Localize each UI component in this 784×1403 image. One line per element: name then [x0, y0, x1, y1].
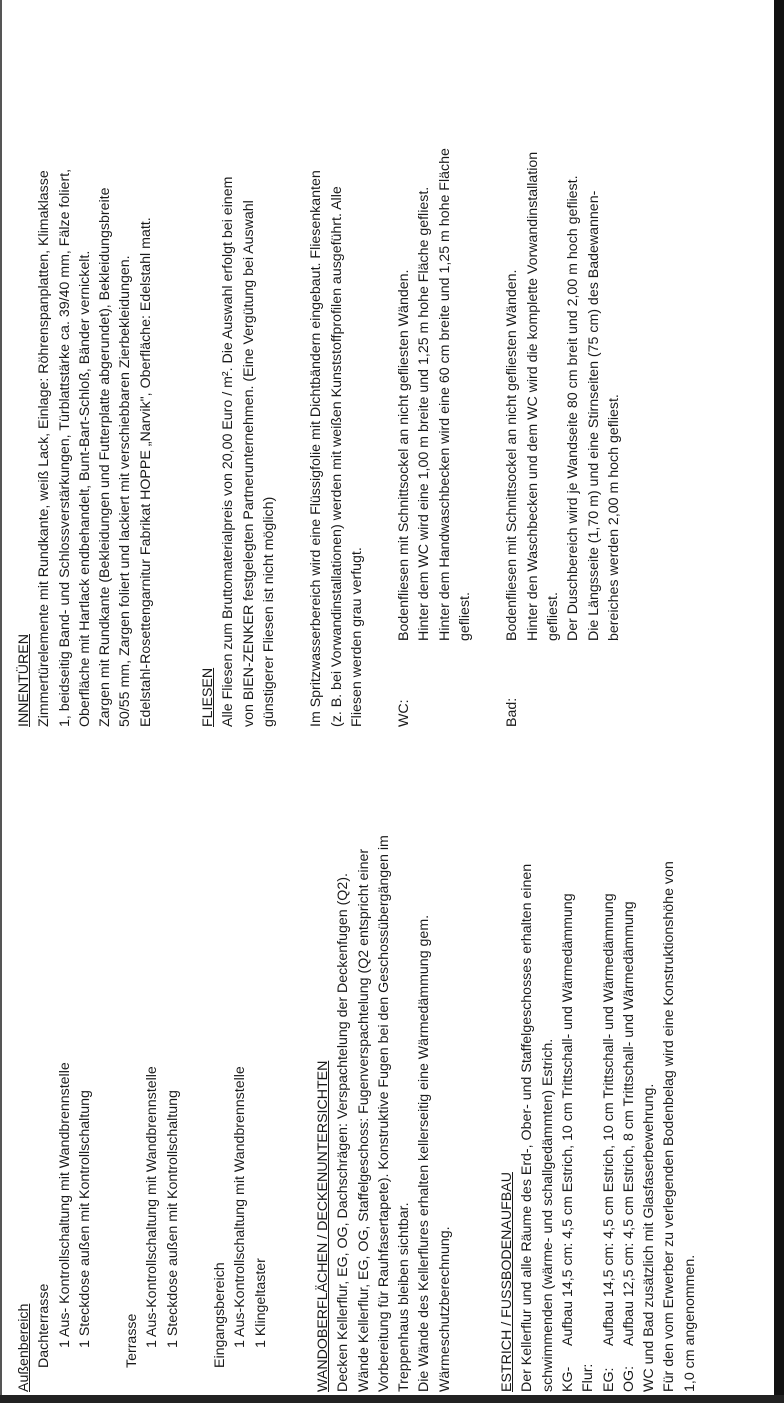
- wc-line: Hinter dem Handwaschbecken wird eine 60 cm breite und 1,25 m hohe Fläche: [436, 148, 453, 641]
- innen-line: Zimmertürelemente mit Rundkante, weiß Lack, Einlage: Röhrenspanplatten, Klimaklasse: [36, 170, 53, 727]
- wand-line: Vorbereitung für Rauhfasertapete). Konstruktive Fugen bei den Geschossübergängen im: [375, 835, 392, 1392]
- wc-section: [394, 27, 475, 727]
- innen-line: Oberfläche mit Hartlack endbehandelt, Bunt-Bart-Schloß, Bänder vernickelt.: [76, 250, 93, 727]
- terrasse-item: 1 Steckdose außen mit Kontrollschaltung: [164, 1090, 181, 1348]
- estrich-intro-line: Der Kellerflur und alle Räume des Erd-, Ober- und Staffelgeschosses erhalten einen: [519, 863, 536, 1392]
- estrich-row-label: EG:: [600, 1367, 617, 1392]
- estrich-outro-line: Für den vom Erwerber zu verlegenden Bodenbelag wird eine Konstruktionshöhe von: [661, 861, 678, 1392]
- eingang-item: 1 Aus-Kontrollschaltung mit Wandbrennstelle: [232, 1066, 249, 1348]
- bad-line: bereiches werden 2,00 m hoch gefliest.: [605, 394, 622, 641]
- innentueren-heading: INNENTÜREN: [16, 633, 32, 727]
- estrich-heading: ESTRICH / FUSSBODENAUFBAU: [499, 1172, 516, 1392]
- estrich-row-label: KG-Flur:: [559, 1363, 597, 1392]
- bad-section: [502, 27, 624, 727]
- bad-label: Bad:: [504, 697, 521, 727]
- terrasse-title: Terrasse: [124, 1313, 141, 1368]
- fliesen-line: von BIEN-ZENKER festgelegten Partnerunternehmen. (Eine Vergütung bei Auswahl: [240, 200, 257, 727]
- wand-line: Wärmeschutzberechnung.: [436, 1226, 453, 1392]
- estrich-row: [558, 832, 599, 1392]
- innen-line: Zargen mit Rundkante (Bekleidungen und Futterplatte abgerundet), Bekleidungsbreite: [97, 187, 114, 727]
- scan-edge-bottom: [0, 1395, 784, 1403]
- wc-line: Bodenfliesen mit Schnittsockel an nicht gefliesten Wänden.: [396, 269, 413, 641]
- dachterrasse-item: 1 Steckdose außen mit Kontrollschaltung: [76, 1090, 93, 1348]
- dachterrasse-item: 1 Aus- Kontrollschaltung mit Wandbrennstelle: [56, 1062, 73, 1348]
- estrich-intro-line: schwimmenden (wärme- und schallgedämmten) Estrich.: [539, 1038, 556, 1392]
- estrich-outro-line: 1,0 cm angenommen.: [681, 1254, 698, 1392]
- estrich-row-text: Aufbau 14,5 cm: 4,5 cm Estrich, 10 cm Trittschall- und Wärmedämmung: [600, 893, 617, 1346]
- left-column: [14, 832, 700, 1392]
- estrich-row: [599, 832, 619, 1392]
- rotated-document-page: [14, 12, 774, 1392]
- fliesen-line: günstigerer Fliesen ist nicht möglich): [260, 496, 277, 727]
- bad-line: Der Duschbereich wird je Wandseite 80 cm breit und 2,00 m hoch gefliest.: [565, 175, 582, 641]
- terrasse-item: 1 Aus-Kontrollschaltung mit Wandbrennstelle: [144, 1066, 161, 1348]
- wandoberflaechen-heading: WANDOBERFLÄCHEN / DECKENUNTERSICHTEN: [314, 1060, 331, 1392]
- fliesen-heading: FLIESEN: [200, 667, 217, 727]
- scan-edge-right: [774, 0, 784, 1403]
- estrich-outro-line: WC und Bad zusätzlich mit Glasfaserbewehrung.: [641, 1083, 658, 1392]
- estrich-row-label: OG:: [620, 1365, 637, 1392]
- wand-line: Treppenhaus bleiben sichtbar.: [396, 1202, 413, 1392]
- wand-line: Wände Kellerflur, EG, OG, Staffelgeschoss: Fugenverspachtelung (Q2 entspricht einer: [355, 848, 372, 1392]
- dachterrasse-title: Dachterrasse: [36, 1283, 53, 1368]
- bad-line: Hinter den Waschbecken und dem WC wird die komplette Vorwandinstallation: [524, 151, 541, 641]
- scan-edge-left: [0, 0, 2, 1403]
- estrich-row-text: Aufbau 12,5 cm: 4,5 cm Estrich, 8 cm Trittschall- und Wärmedämmung: [620, 901, 637, 1346]
- bad-line: Bodenfliesen mit Schnittsockel an nicht gefliesten Wänden.: [504, 269, 521, 641]
- eingang-title: Eingangsbereich: [212, 1262, 229, 1368]
- wc-line: gefliest.: [457, 592, 474, 641]
- right-column: [14, 27, 624, 727]
- bad-line: gefliest.: [544, 592, 561, 641]
- wand-line: Decken Kellerflur, EG, OG, Dachschrägen: Verspachtelung der Deckenfugen (Q2).: [335, 873, 352, 1392]
- wc-line: Hinter dem WC wird eine 1,00 m breite und 1,25 m hohe Fläche gefliest.: [416, 186, 433, 641]
- spritzwasser-line: Im Spritzwasserbereich wird eine Flüssigfolie mit Dichtbändern eingebaut. Fliesenkanten: [308, 170, 325, 727]
- spritzwasser-line: Fliesen werden grau verfugt.: [348, 547, 365, 727]
- aussenbereich-heading: Außenbereich: [16, 1303, 32, 1392]
- estrich-row-text: Aufbau 14,5 cm: 4,5 cm Estrich, 10 cm Trittschall- und Wärmedämmung: [559, 893, 576, 1346]
- fliesen-line: Alle Fliesen zum Bruttomaterialpreis von 20,00 Euro / m². Die Auswahl erfolgt bei einem: [220, 176, 237, 727]
- bad-line: Die Längsseite (1,70 m) und eine Stirnseiten (75 cm) des Badewannen-: [585, 190, 602, 641]
- eingang-item: 1 Klingeltaster: [252, 1258, 269, 1348]
- wc-label: WC:: [396, 699, 413, 727]
- wand-line: Die Wände des Kellerflures erhalten kellerseitig eine Wärmedämmung gem.: [416, 914, 433, 1392]
- estrich-row: [619, 832, 639, 1392]
- spritzwasser-line: (z. B. bei Vorwandinstallationen) werden mit weißen Kunststoffprofilen ausgeführt. Alle: [328, 186, 345, 727]
- innen-line: 50/55 mm, Zargen foliert und lackiert mit verschiebbaren Zierbekleidungen.: [117, 255, 134, 727]
- innen-line: Edelstahl-Rosettengarnitur Fabrikat HOPPE „Narvik", Oberfläche: Edelstahl matt.: [137, 217, 154, 727]
- innen-line: 1, beidseitig Band- und Schlossverstärkungen, Türblattstärke ca. 39/40 mm, Fälze foliert,: [56, 168, 73, 727]
